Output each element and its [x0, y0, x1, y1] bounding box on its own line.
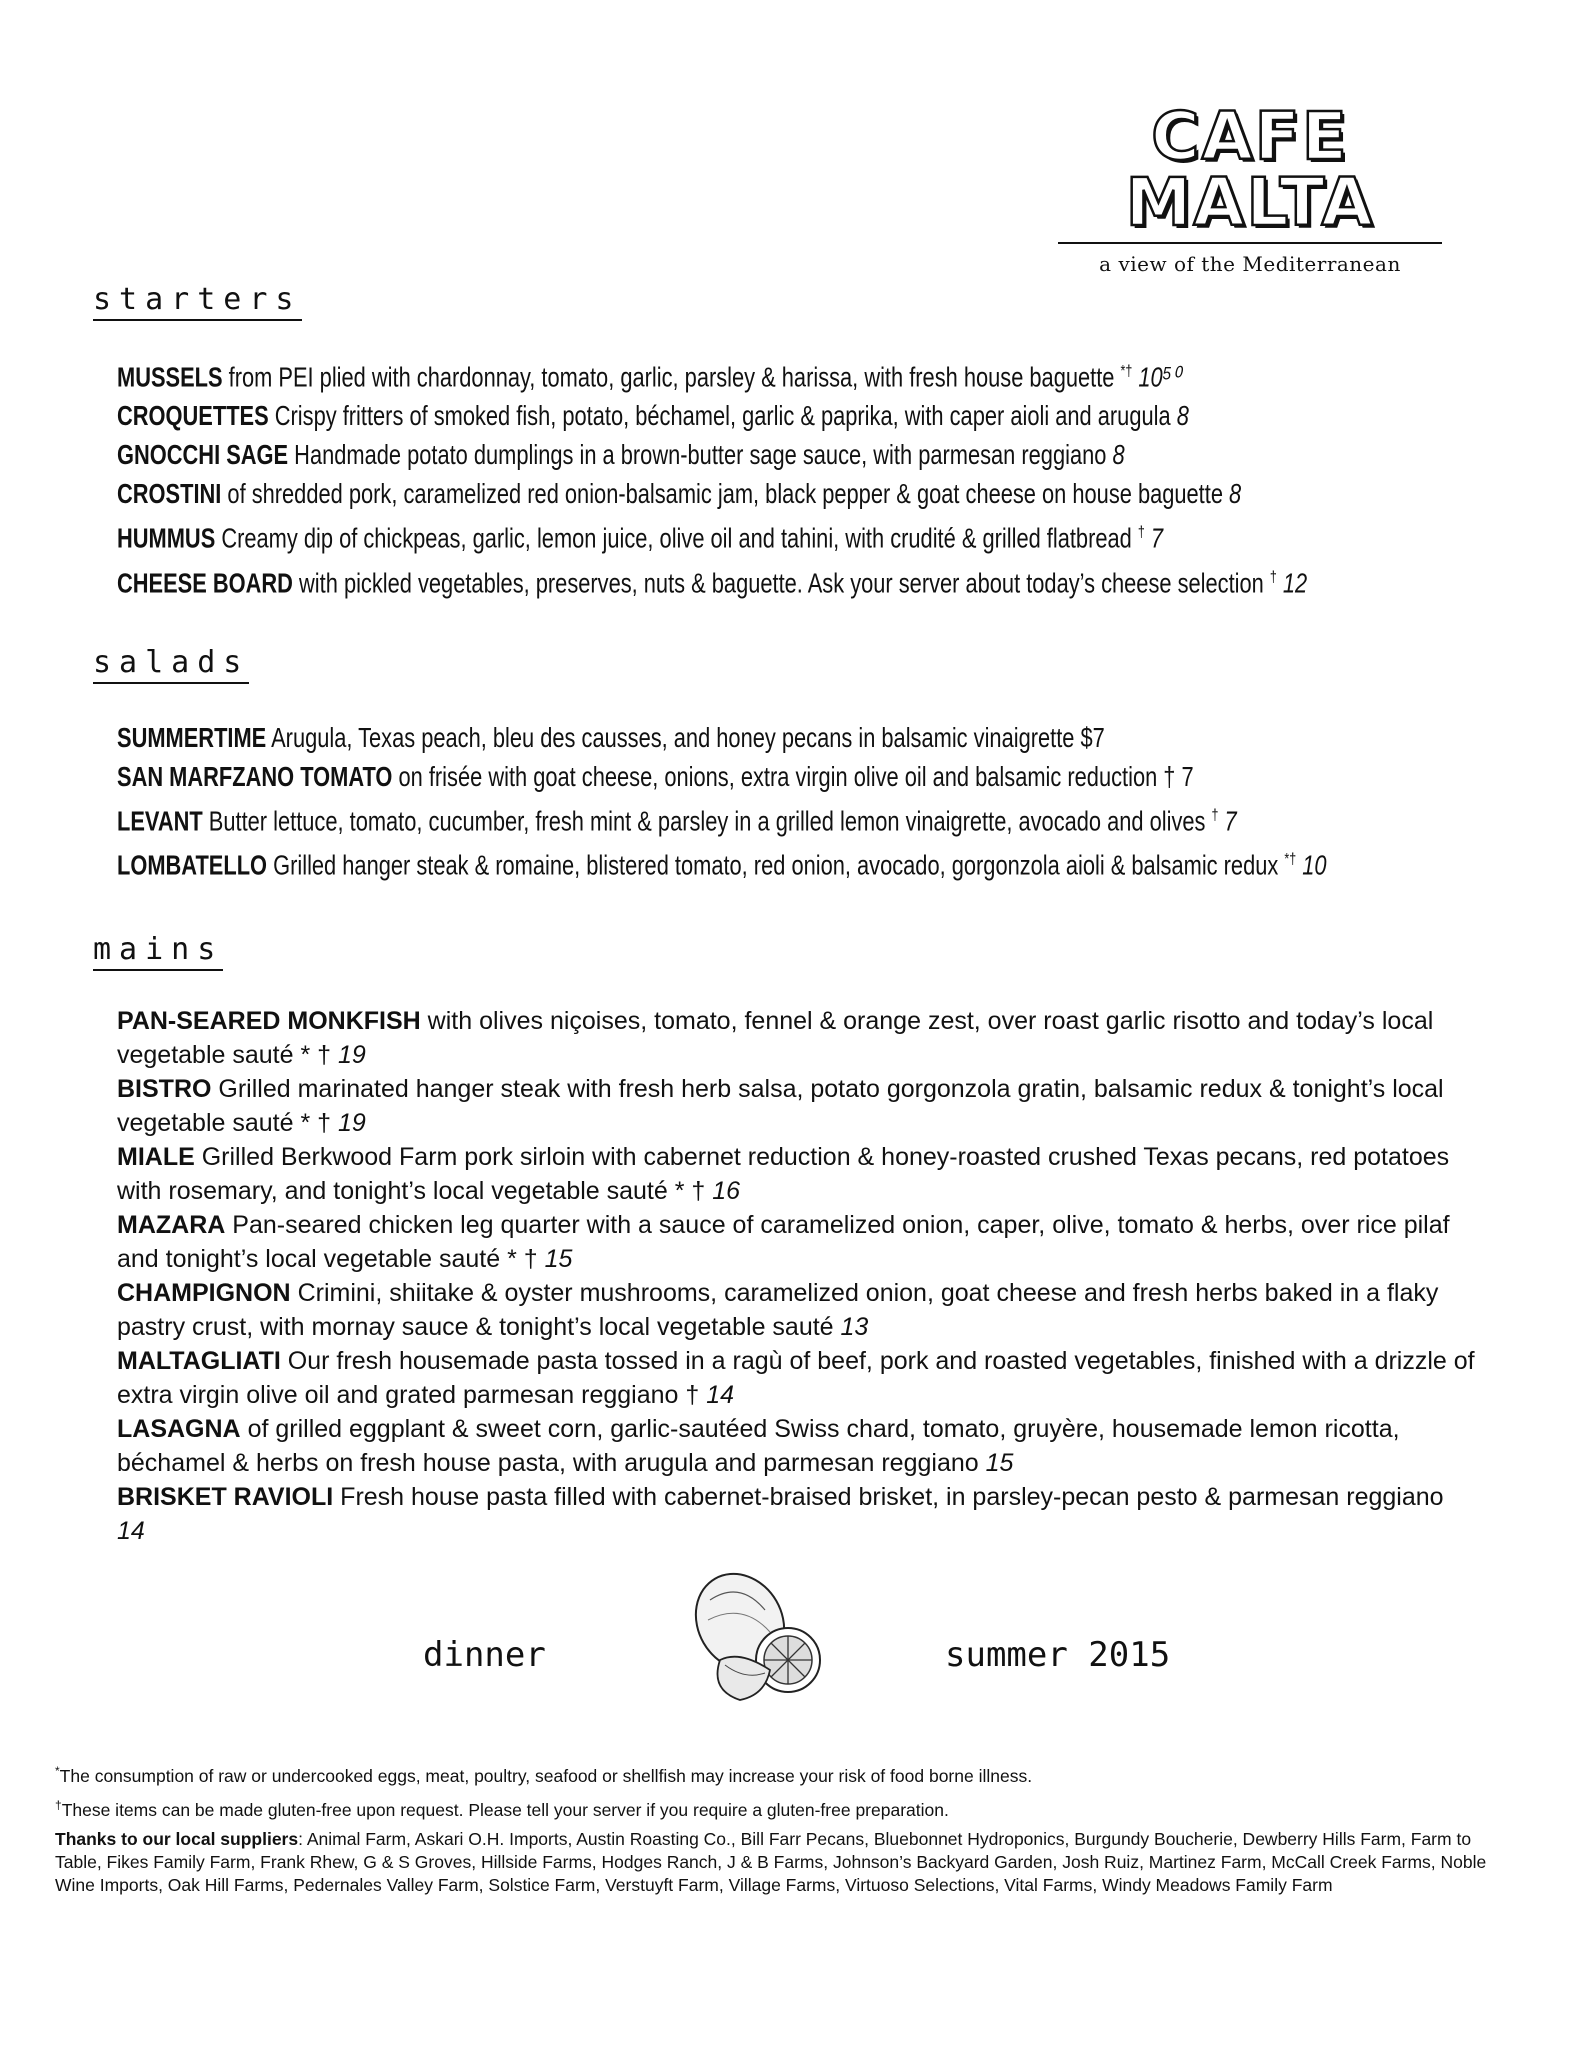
mains-item-marks: * †	[674, 1177, 706, 1205]
mains-item-name: MAZARA	[117, 1211, 226, 1239]
mains-item-description: Grilled marinated hanger steak with fresh herb salsa, potato gorgonzola gratin, balsamic redux & tonight’s local vegetable sauté	[117, 1075, 1444, 1137]
mains-list	[117, 1004, 1477, 1548]
mains-item-description: Pan-seared chicken leg quarter with a sauce of caramelized onion, caper, olive, tomato & herbs, over rice pilaf and tonight’s local vegetable sauté	[117, 1211, 1450, 1273]
mains-item-description: Fresh house pasta filled with cabernet-braised brisket, in parsley-pecan pesto & parmesan reggiano	[340, 1483, 1444, 1511]
brand-divider	[1058, 242, 1442, 244]
mains-item-name: CHAMPIGNON	[117, 1279, 291, 1307]
starters-list	[117, 352, 1557, 602]
mains-item-name: LASAGNA	[117, 1415, 241, 1443]
raw-food-notice	[55, 1760, 1520, 1788]
salads-item	[117, 718, 1240, 757]
mains-item-name: PAN-SEARED MONKFISH	[117, 1007, 421, 1035]
mains-item-price: 19	[338, 1109, 366, 1137]
mains-item-marks: †	[685, 1381, 700, 1409]
salads-item-description: Butter lettuce, tomato, cucumber, fresh mint & parsley in a grilled lemon vinaigrette, avocado and olives	[208, 805, 1206, 837]
mains-item-price: 13	[840, 1313, 869, 1341]
mains-item-price: 15	[544, 1245, 573, 1273]
mains-item-marks: * †	[507, 1245, 538, 1273]
salads-item-description: Grilled hanger steak & romaine, blistered tomato, red onion, avocado, gorgonzola aioli & balsamic redux	[273, 849, 1279, 881]
salads-item	[117, 757, 1240, 796]
mains-item-name: MALTAGLIATI	[117, 1347, 281, 1375]
asterisk-mark: *	[55, 1764, 60, 1778]
mains-item	[117, 1276, 1477, 1344]
salads-item-description: on frisée with goat cheese, onions, extra virgin olive oil and balsamic reduction † 7	[398, 761, 1194, 792]
starters-item-price: 10⁵⁰	[1138, 361, 1181, 393]
starters-item-description: Crispy fritters of smoked fish, potato, béchamel, garlic & paprika, with caper aioli and arugula	[274, 400, 1171, 432]
starters-item-marks: †	[1269, 568, 1277, 586]
meal-label: dinner	[423, 1635, 546, 1675]
mains-item-description: Grilled Berkwood Farm pork sirloin with cabernet reduction & honey-roasted crushed Texas pecans, red potatoes with rosemary, and tonight’s local vegetable sauté	[117, 1143, 1450, 1205]
lemon-illustration-icon	[680, 1560, 830, 1710]
starters-item-name: CHEESE BOARD	[117, 566, 293, 598]
mains-item-price: 14	[117, 1517, 145, 1545]
salads-item	[117, 796, 1240, 840]
salads-item-price: 10	[1302, 849, 1327, 881]
starters-item-price: 8	[1229, 478, 1242, 510]
mains-item-name: MIALE	[117, 1143, 195, 1171]
mains-item-price: 15	[985, 1449, 1014, 1477]
starters-item-name: MUSSELS	[117, 361, 223, 393]
starters-item-price: 8	[1176, 400, 1189, 432]
salads-item-name: LOMBATELLO	[117, 849, 268, 881]
starters-item-name: GNOCCHI SAGE	[117, 439, 289, 471]
mains-item-description: with olives niçoises, tomato, fennel & orange zest, over roast garlic risotto and today’s local vegetable sauté	[117, 1007, 1434, 1069]
season-label: summer 2015	[945, 1635, 1171, 1675]
mains-item-description: Crimini, shiitake & oyster mushrooms, caramelized onion, goat cheese and fresh herbs baked in a flaky pastry crust, with mornay sauce & tonight’s local vegetable sauté	[117, 1279, 1439, 1341]
salads-item-marks: †	[1211, 807, 1219, 824]
gluten-free-notice	[55, 1794, 1520, 1822]
salads-item-name: SUMMERTIME	[117, 722, 267, 753]
starters-item	[117, 352, 1240, 396]
starters-item-description: from PEI plied with chardonnay, tomato, garlic, parsley & harissa, with fresh house baguette	[228, 361, 1115, 393]
salads-item	[117, 840, 1327, 884]
starters-item-marks: *†	[1120, 363, 1133, 380]
gluten-free-text: These items can be made gluten-free upon request. Please tell your server if you require a gluten-free preparation.	[61, 1799, 949, 1820]
mains-item	[117, 1004, 1477, 1072]
salads-item-description: Arugula, Texas peach, bleu des causses, and honey pecans in balsamic vinaigrette $7	[271, 722, 1105, 753]
starters-item-price: 7	[1150, 522, 1164, 554]
salads-item-name: SAN MARFZANO TOMATO	[117, 761, 393, 792]
section-title-mains: mains	[93, 932, 223, 971]
brand-header	[1050, 98, 1450, 276]
mains-item-price: 19	[338, 1041, 366, 1069]
starters-item-description: of shredded pork, caramelized red onion-balsamic jam, black pepper & goat cheese on house baguette	[227, 478, 1223, 510]
starters-item	[117, 474, 1240, 513]
starters-item-price: 8	[1112, 439, 1125, 471]
mains-item	[117, 1208, 1477, 1276]
starters-item-price: 12	[1282, 566, 1308, 598]
suppliers-thanks	[55, 1828, 1520, 1897]
mains-item	[117, 1412, 1477, 1480]
mains-item-price: 16	[712, 1177, 741, 1205]
footnotes	[55, 1760, 1520, 1903]
salads-list	[117, 718, 1557, 885]
section-title-salads: salads	[93, 645, 249, 684]
mains-item	[117, 1480, 1477, 1548]
dagger-mark: †	[55, 1797, 62, 1812]
starters-item-description: Handmade potato dumplings in a brown-butter sage sauce, with parmesan reggiano	[294, 439, 1107, 471]
mains-item	[117, 1072, 1477, 1140]
mains-item-description: of grilled eggplant & sweet corn, garlic-sautéed Swiss chard, tomato, gruyère, housemade lemon ricotta, béchamel & herbs on fresh house pasta, with arugula and parmesan reggiano	[117, 1415, 1400, 1477]
mains-item-description: Our fresh housemade pasta tossed in a ragù of beef, pork and roasted vegetables, finished with a drizzle of extra virgin olive oil and grated parmesan reggiano	[117, 1347, 1475, 1409]
mains-item-name: BISTRO	[117, 1075, 212, 1103]
starters-item	[117, 558, 1308, 602]
starters-item-name: HUMMUS	[117, 522, 216, 554]
brand-tagline: a view of the Mediterranean	[1099, 252, 1401, 276]
salads-item-marks: *†	[1284, 851, 1297, 869]
starters-item-marks: †	[1137, 524, 1145, 542]
salads-item-price: 7	[1224, 805, 1237, 837]
mains-item	[117, 1140, 1477, 1208]
raw-food-text: The consumption of raw or undercooked eggs, meat, poultry, seafood or shellfish may increase your risk of food borne illness.	[59, 1765, 1033, 1786]
starters-item-name: CROQUETTES	[117, 400, 269, 432]
starters-item	[117, 396, 1240, 435]
section-title-starters: starters	[93, 282, 302, 321]
starters-item-description: with pickled vegetables, preserves, nuts & baguette. Ask your server about today’s cheese selection	[299, 566, 1264, 598]
starters-item-description: Creamy dip of chickpeas, garlic, lemon juice, olive oil and tahini, with crudité & grilled flatbread	[221, 522, 1132, 554]
suppliers-list: : Animal Farm, Askari O.H. Imports, Austin Roasting Co., Bill Farr Pecans, Bluebonnet Hydroponics, Burgundy Boucherie, Dewberry Hills Farm, Farm to Table, Fikes Family Farm, Frank Rhew, G & S Groves, Hillside Farms, Hodges Ranch, J & B Farms, Johnson’s Backyard Garden, Josh Ruiz, Martinez Farm, McCall Creek Farms, Noble Wine Imports, Oak Hill Farms, Pedernales Valley Farm, Solstice Farm, Verstuyft Farm, Village Farms, Virtuoso Selections, Vital Farms, Windy Meadows Family Farm	[55, 1828, 1487, 1895]
brand-logo: CAFE MALTA	[1125, 98, 1375, 241]
mains-item	[117, 1344, 1477, 1412]
starters-item	[117, 435, 1240, 474]
mains-item-name: BRISKET RAVIOLI	[117, 1483, 334, 1511]
mains-item-marks: * †	[300, 1109, 332, 1137]
starters-item-name: CROSTINI	[117, 478, 222, 510]
mains-item-price: 14	[706, 1381, 735, 1409]
suppliers-heading: Thanks to our local suppliers	[55, 1828, 299, 1849]
starters-item	[117, 513, 1240, 557]
mains-item-marks: * †	[300, 1041, 332, 1069]
salads-item-name: LEVANT	[117, 805, 203, 837]
